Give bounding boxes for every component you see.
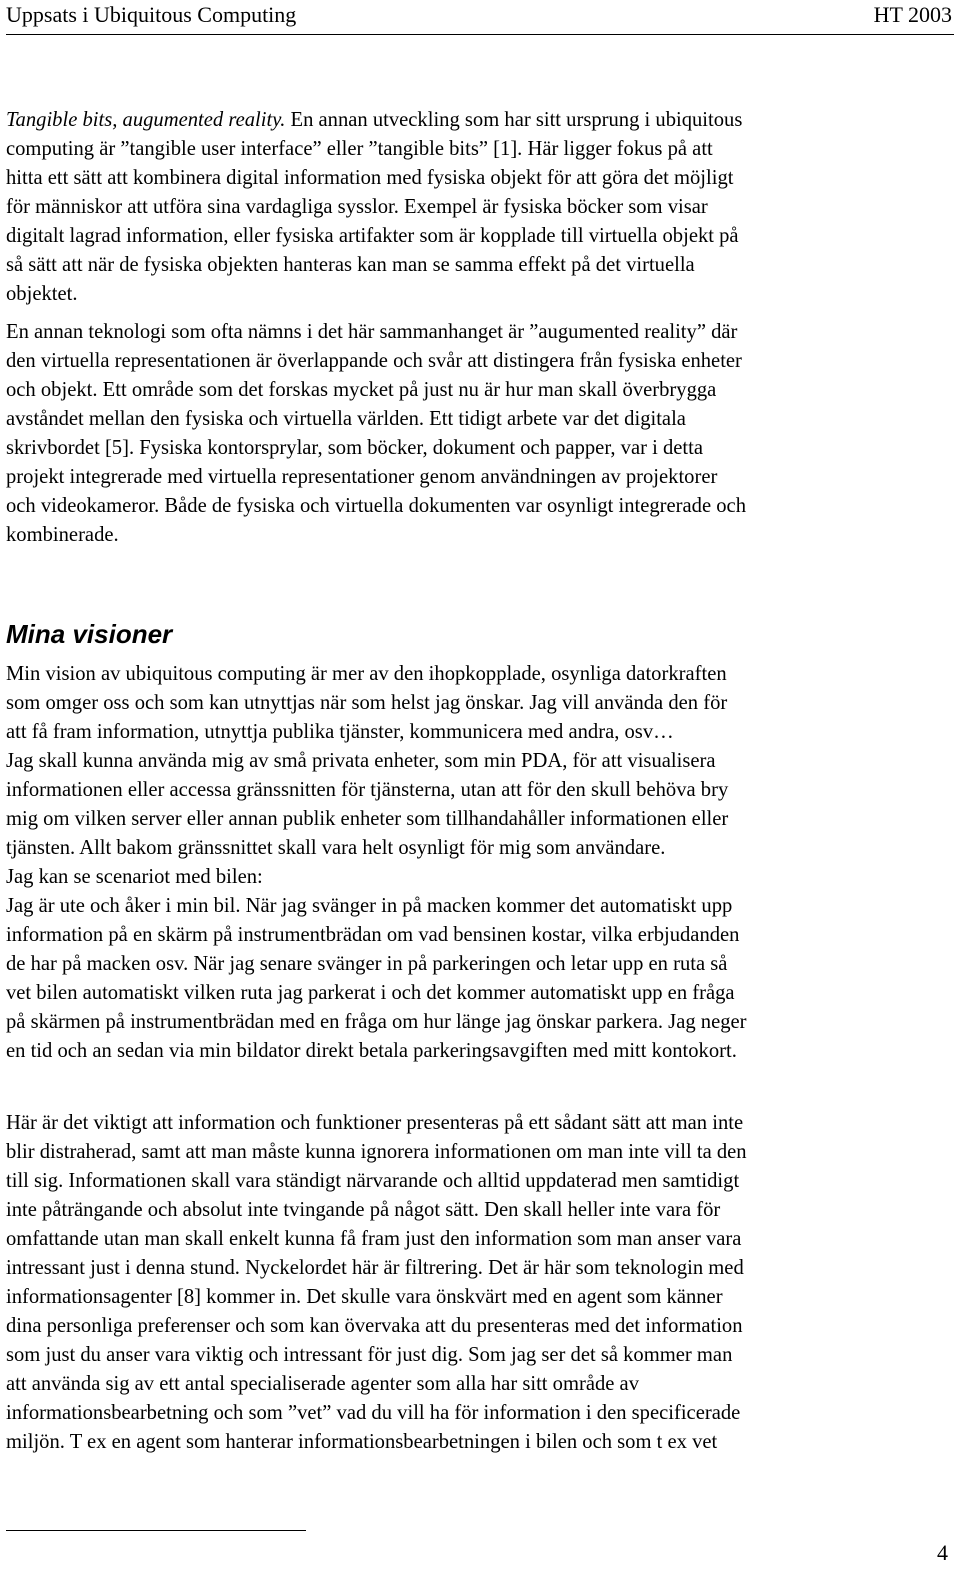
intro-text: En annan utveckling som har sitt ursprung i ubiquitous computing är ”tangible user interface” eller ”tangible bits” [1]. Här ligger fokus på att hitta ett sätt att kombinera digital information med fysiska objekt för att göra det möjligt för människor att utföra sina vardagliga sysslor. Exempel är fysiska böcker som visar digitalt lagrad information, eller fysiska artifakter som är kopplade till virtuella objekt på så sätt att när de fysiska objekten hanteras kan man se samma effekt på det virtuella objektet. (6, 109, 743, 305)
vision-paragraph: Min vision av ubiquitous computing är mer av den ihopkopplade, osynliga datorkraften som omger oss och som kan utnyttjas när som helst jag önskar. Jag vill använda den för att få fram information, utnyttja publika tjänster, kommunicera med andra, osv… Jag skall kunna använda mig av små privata enheter, som min PDA, för att visualisera informationen eller accessa gränssnitten för tjänsterna, utan att för den skull behöva bry mig om vilken server eller annan publik enheter som tillhandahåller informationen eller tjänsten. Allt bakom gränssnittet skall vara helt osynligt för mig som användare. Jag kan se scenariot med bilen: Jag är ute och åker i min bil. När jag svänger in på macken kommer det automatiskt upp information på en skärm på instrumentbrädan om vad bensinen kostar, vilka erbjudanden de har på macken osv. När jag senare svänger in på parkeringen och letar upp en ruta så vet bilen automatiskt vilken ruta jag parkerat i och det kommer automatiskt upp en fråga på skärmen på instrumentbrädan med en fråga om hur länge jag önskar parkera. Jag neger en tid och an sedan via min bildator direkt betala parkeringsavgiften med mitt kontokort. (6, 663, 747, 1062)
information-paragraph: Här är det viktigt att information och funktioner presenteras på ett sådant sätt att man inte blir distraherad, samt att man måste kunna ignorera informationen om man inte vill ta den till sig. Informationen skall vara ständigt närvarande och alltid uppdaterad men samtidigt inte påträngande och absolut inte tvingande på något sätt. Den skall heller inte vara för omfattande utan man skall enkelt kunna få fram just den information som man anser vara intressant just i denna stund. Nyckelordet här är filtrering. Det är här som teknologin med informationsagenter [8] kommer in. Det skulle vara önskvärt med en agent som känner dina personliga preferenser och som kan övervaka att du presenteras med det information som just du anser vara viktig och intressant för just dig. Som jag ser det så kommer man att använda sig av ett antal specialiserade agenter som alla har sitt område av informationsbearbetning och som ”vet” vad du vill ha för information i den specificerade miljön. T ex en agent som hanterar informationsbearbetningen i bilen och som t ex vet (6, 1112, 747, 1453)
intro-paragraph (6, 106, 954, 309)
page-number: 4 (937, 1540, 948, 1565)
page-header (6, 0, 954, 35)
section-heading: Mina visioner (6, 619, 173, 649)
intro-italic-lead: Tangible bits, augumented reality. (6, 109, 286, 131)
header-term: HT 2003 (873, 2, 952, 27)
header-title: Uppsats i Ubiquitous Computing (6, 2, 297, 27)
augmented-reality-paragraph: En annan teknologi som ofta nämns i det här sammanhanget är ”augumented reality” där den virtuella representationen är överlappande och svår att distingera från fysiska enheter och objekt. Ett område som det forskas mycket på just nu är hur man skall överbrygga avståndet mellan den fysiska och virtuella världen. Ett tidigt arbete var det digitala skrivbordet [5]. Fysiska kontorsprylar, som böcker, dokument och papper, var i detta projekt integrerade med virtuella representationer genom användningen av projektorer och videokameror. Både de fysiska och virtuella dokumenten var osynligt integrerade och kombinerade. (6, 321, 746, 546)
footer-rule (6, 1530, 306, 1531)
